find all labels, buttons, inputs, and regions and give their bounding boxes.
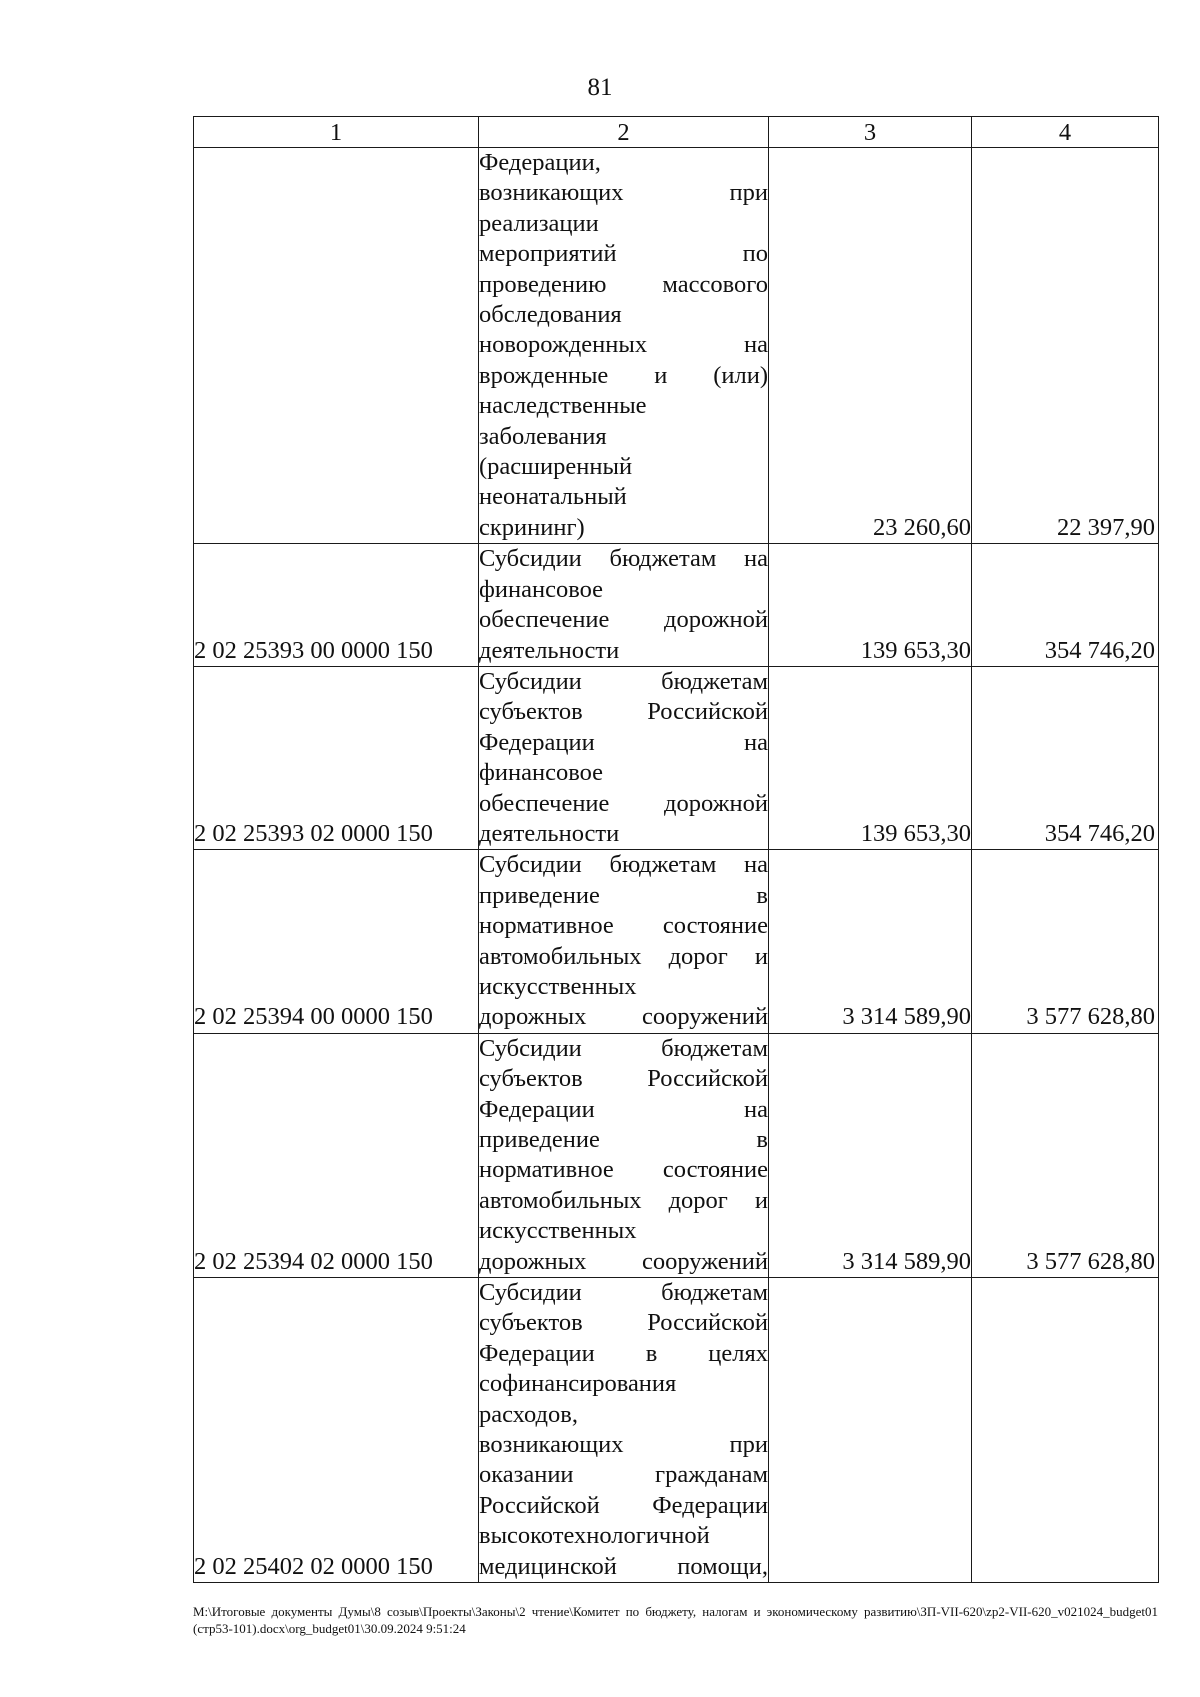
description-line: скрининг) [479, 513, 585, 541]
description-line: Федерации в целях [479, 1339, 768, 1367]
description-line: новорожденных на [479, 331, 768, 359]
description-line: наследственные [479, 392, 647, 420]
description-line: искусственных [479, 972, 637, 1000]
amount-column-3: 3 314 589,90 [769, 1033, 972, 1277]
table-row [194, 544, 1159, 667]
amount-column-3 [769, 1278, 972, 1583]
description-line: Федерации, [479, 149, 601, 176]
description-line: дорожных сооружений [479, 1247, 768, 1275]
description-line: деятельности [479, 819, 620, 847]
table-body [194, 148, 1159, 1583]
description-line: Субсидии бюджетам на [479, 545, 768, 573]
description-line: Федерации на [479, 1095, 768, 1123]
column-header-4: 4 [972, 117, 1159, 148]
column-header-1: 1 [194, 117, 479, 148]
column-header-3: 3 [769, 117, 972, 148]
description-line: возникающих при [479, 1431, 768, 1459]
document-file-path-footer: М:\Итоговые документы Думы\8 созыв\Проекты\Законы\2 чтение\Комитет по бюджету, налогам и экономическому развитию\ЗП-VII-620\zp2-VII-620_v021024_budget01 (стр53-101).docx\org_budget01\30.09.2024 9:51:24 [193, 1604, 1158, 1636]
description-line: автомобильных дорог и [479, 942, 768, 970]
description-line: (расширенный [479, 453, 633, 481]
budget-classification-code: 2 02 25393 00 0000 150 [194, 544, 479, 667]
amount-column-3: 139 653,30 [769, 544, 972, 667]
description-line: нормативное состояние [479, 1156, 768, 1184]
description-line: оказании гражданам [479, 1461, 768, 1489]
description-line: Федерации на [479, 728, 768, 756]
description-line: Субсидии бюджетам на [479, 851, 768, 879]
description-line: дорожных сооружений [479, 1003, 768, 1031]
description-line: неонатальный [479, 483, 627, 511]
description-line: субъектов Российской [479, 698, 768, 726]
description-line: Субсидии бюджетам [479, 1279, 768, 1307]
table-row [194, 850, 1159, 1033]
budget-classification-code: 2 02 25394 02 0000 150 [194, 1033, 479, 1277]
description-line: искусственных [479, 1217, 637, 1245]
description-line: нормативное состояние [479, 912, 768, 940]
income-description [479, 148, 769, 544]
income-description [479, 666, 769, 849]
amount-column-3: 23 260,60 [769, 148, 972, 544]
description-line: высокотехнологичной [479, 1522, 710, 1550]
description-line: возникающих при [479, 179, 768, 207]
amount-column-4: 354 746,20 [972, 544, 1159, 667]
income-description [479, 544, 769, 667]
description-line: Российской Федерации [479, 1491, 768, 1519]
description-line: обеспечение дорожной [479, 606, 768, 634]
description-line: врожденные и (или) [479, 361, 768, 389]
description-line: обследования [479, 301, 622, 329]
description-line: Субсидии бюджетам [479, 667, 768, 695]
description-line: расходов, [479, 1400, 578, 1428]
amount-column-4 [972, 1278, 1159, 1583]
description-line: заболевания [479, 422, 607, 450]
income-description [479, 1278, 769, 1583]
description-line: субъектов Российской [479, 1065, 768, 1093]
budget-table [193, 116, 1159, 1583]
description-line: автомобильных дорог и [479, 1186, 768, 1214]
description-line: Субсидии бюджетам [479, 1034, 768, 1062]
amount-column-4: 354 746,20 [972, 666, 1159, 849]
description-line: приведение в [479, 1126, 768, 1153]
budget-classification-code [194, 148, 479, 544]
description-line: субъектов Российской [479, 1309, 768, 1337]
description-line: софинансирования [479, 1370, 677, 1398]
amount-column-3: 139 653,30 [769, 666, 972, 849]
table-row [194, 1278, 1159, 1583]
description-line: мероприятий по [479, 240, 768, 268]
page-number: 81 [587, 74, 613, 101]
amount-column-4: 3 577 628,80 [972, 1033, 1159, 1277]
description-line: проведению массового [479, 270, 768, 298]
description-line: обеспечение дорожной [479, 789, 768, 817]
column-header-2: 2 [479, 117, 769, 148]
description-line: приведение в [479, 881, 768, 909]
description-line: финансовое [479, 759, 604, 787]
table-row [194, 148, 1159, 544]
description-line: медицинской помощи, [479, 1552, 768, 1580]
amount-column-4: 22 397,90 [972, 148, 1159, 544]
description-line: деятельности [479, 636, 620, 664]
table-row [194, 666, 1159, 849]
budget-classification-code: 2 02 25393 02 0000 150 [194, 666, 479, 849]
budget-classification-code: 2 02 25394 00 0000 150 [194, 850, 479, 1033]
table-header-row [194, 117, 1159, 148]
description-line: реализации [479, 209, 599, 237]
budget-classification-code: 2 02 25402 02 0000 150 [194, 1278, 479, 1583]
income-description [479, 850, 769, 1033]
amount-column-4: 3 577 628,80 [972, 850, 1159, 1033]
amount-column-3: 3 314 589,90 [769, 850, 972, 1033]
income-description [479, 1033, 769, 1277]
description-line: финансовое [479, 575, 604, 603]
table-row [194, 1033, 1159, 1277]
